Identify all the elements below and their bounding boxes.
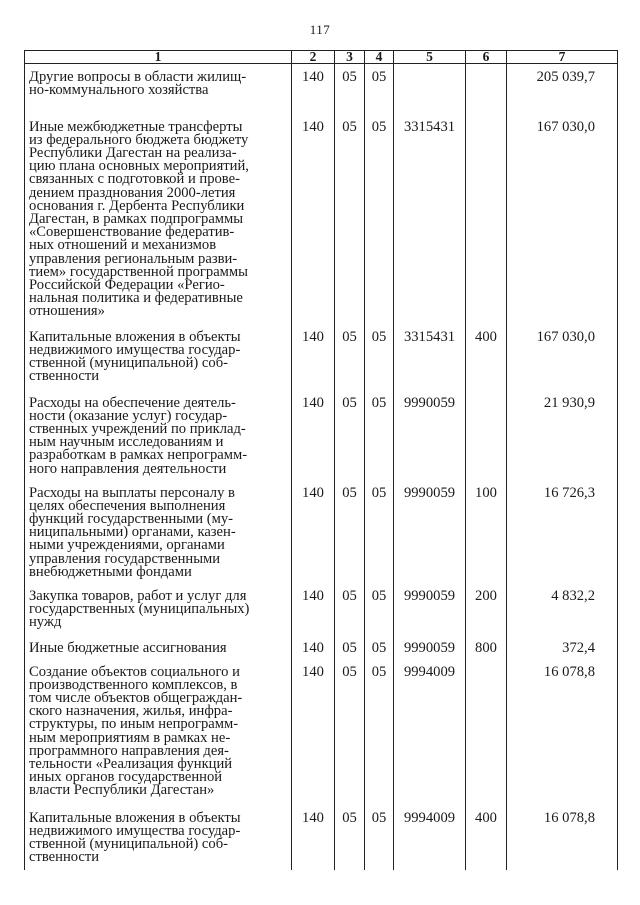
table-row bbox=[25, 812, 618, 870]
col2-cell: 140 bbox=[292, 487, 335, 590]
row-name-cell bbox=[25, 118, 292, 331]
col5-cell: 9990059 bbox=[394, 590, 466, 642]
table-row bbox=[25, 64, 618, 121]
col6-cell bbox=[466, 666, 507, 812]
col6-cell: 100 bbox=[466, 487, 507, 590]
col6-cell: 400 bbox=[466, 331, 507, 397]
amount-cell: 167 030,0 bbox=[507, 331, 618, 397]
budget-table bbox=[24, 50, 618, 870]
row-name-cell bbox=[25, 809, 292, 870]
table-row bbox=[25, 590, 618, 642]
table-row bbox=[25, 487, 618, 590]
col2-cell: 140 bbox=[292, 121, 335, 331]
row-name: Расходы на выплаты персоналу в целях обеспечения выполнения функций государственными (му- ниципальными) органами, казен- ными учреждениями, органами управления государственными внебюджетными фондами bbox=[29, 484, 236, 580]
col2-cell: 140 bbox=[292, 812, 335, 870]
table-row bbox=[25, 331, 618, 397]
col4-cell: 05 bbox=[365, 397, 394, 487]
row-name: Закупка товаров, работ и услуг для государственных (муниципальных) нужд bbox=[29, 587, 250, 630]
amount-cell: 16 078,8 bbox=[507, 666, 618, 812]
col6-cell bbox=[466, 397, 507, 487]
table-body bbox=[25, 64, 618, 870]
col6-cell: 800 bbox=[466, 642, 507, 666]
row-name-cell bbox=[25, 64, 292, 121]
column-header-5: 5 bbox=[394, 51, 466, 64]
amount-cell: 16 078,8 bbox=[507, 812, 618, 870]
row-name-cell bbox=[25, 328, 292, 397]
col2-cell: 140 bbox=[292, 64, 335, 121]
row-name-cell bbox=[25, 394, 292, 487]
amount-cell: 21 930,9 bbox=[507, 397, 618, 487]
amount-cell: 205 039,7 bbox=[507, 64, 618, 121]
column-header-7: 7 bbox=[507, 51, 618, 64]
row-name: Другие вопросы в области жилищ- но-коммунального хозяйства bbox=[29, 69, 247, 99]
col3-cell: 05 bbox=[335, 397, 365, 487]
column-header-4: 4 bbox=[365, 51, 394, 64]
row-name: Расходы на обеспечение деятель- ности (оказание услуг) государ- ственных учреждений по приклад- ным научным исследованиям и разработкам в рамках непрограмм- ного направления деятельности bbox=[29, 394, 248, 477]
column-header-1: 1 bbox=[25, 51, 292, 64]
col4-cell: 05 bbox=[365, 331, 394, 397]
col2-cell: 140 bbox=[292, 642, 335, 666]
column-header-6: 6 bbox=[466, 51, 507, 64]
column-header-3: 3 bbox=[335, 51, 365, 64]
col3-cell: 05 bbox=[335, 331, 365, 397]
row-name-cell bbox=[25, 663, 292, 812]
col5-cell bbox=[394, 64, 466, 121]
row-name: Создание объектов социального и производственного комплексов, в том числе объектов общеграждан- ского назначения, жилья, инфра- структуры, по иным непрограмм- ным мероприятиям в рамках не- программного направления дея- тельности «Реализация функций иных органов государственной власти Республики Дагестан» bbox=[29, 663, 243, 799]
col6-cell bbox=[466, 64, 507, 121]
col6-cell: 400 bbox=[466, 812, 507, 870]
row-name-cell bbox=[25, 587, 292, 642]
col3-cell: 05 bbox=[335, 812, 365, 870]
col6-cell bbox=[466, 121, 507, 331]
col4-cell: 05 bbox=[365, 642, 394, 666]
table-row bbox=[25, 121, 618, 331]
col3-cell: 05 bbox=[335, 642, 365, 666]
col4-cell: 05 bbox=[365, 487, 394, 590]
row-name-cell bbox=[25, 639, 292, 666]
col5-cell: 9990059 bbox=[394, 397, 466, 487]
col2-cell: 140 bbox=[292, 666, 335, 812]
col6-cell: 200 bbox=[466, 590, 507, 642]
col5-cell: 9994009 bbox=[394, 666, 466, 812]
col4-cell: 05 bbox=[365, 666, 394, 812]
col5-cell: 3315431 bbox=[394, 121, 466, 331]
row-name: Капитальные вложения в объекты недвижимого имущества государ- ственной (муниципальной) соб- ственности bbox=[29, 809, 241, 866]
col5-cell: 3315431 bbox=[394, 331, 466, 397]
col4-cell: 05 bbox=[365, 590, 394, 642]
row-name: Капитальные вложения в объекты недвижимого имущества государ- ственной (муниципальной) соб- ственности bbox=[29, 328, 241, 385]
col3-cell: 05 bbox=[335, 666, 365, 812]
col3-cell: 05 bbox=[335, 64, 365, 121]
col2-cell: 140 bbox=[292, 590, 335, 642]
table-row bbox=[25, 666, 618, 812]
col4-cell: 05 bbox=[365, 64, 394, 121]
table-header bbox=[25, 51, 618, 64]
col2-cell: 140 bbox=[292, 331, 335, 397]
table-row bbox=[25, 397, 618, 487]
col3-cell: 05 bbox=[335, 121, 365, 331]
col3-cell: 05 bbox=[335, 487, 365, 590]
table-row bbox=[25, 642, 618, 666]
amount-cell: 372,4 bbox=[507, 642, 618, 666]
col2-cell: 140 bbox=[292, 397, 335, 487]
col3-cell: 05 bbox=[335, 590, 365, 642]
amount-cell: 16 726,3 bbox=[507, 487, 618, 590]
column-header-2: 2 bbox=[292, 51, 335, 64]
amount-cell: 4 832,2 bbox=[507, 590, 618, 642]
col5-cell: 9994009 bbox=[394, 812, 466, 870]
amount-cell: 167 030,0 bbox=[507, 121, 618, 331]
col5-cell: 9990059 bbox=[394, 487, 466, 590]
col5-cell: 9990059 bbox=[394, 642, 466, 666]
row-name: Иные бюджетные ассигнования bbox=[29, 639, 227, 656]
col4-cell: 05 bbox=[365, 812, 394, 870]
row-name: Иные межбюджетные трансферты из федерального бюджета бюджету Республики Дагестан на реализа- цию плана основных мероприятий, связанных с подготовкой и прове- дением празднования 2000-летия основания г. Дербента Республики Дагестан, в рамках подпрограммы «Совершенствование федератив- ных отношений и механизмов управления региональным разви- тием» государственной программы Российской Федерации «Регио- нальная политика и федеративные отношения» bbox=[29, 118, 249, 320]
page-number: 117 bbox=[309, 22, 331, 37]
row-name-cell bbox=[25, 484, 292, 590]
col4-cell: 05 bbox=[365, 121, 394, 331]
header-row bbox=[25, 51, 618, 64]
